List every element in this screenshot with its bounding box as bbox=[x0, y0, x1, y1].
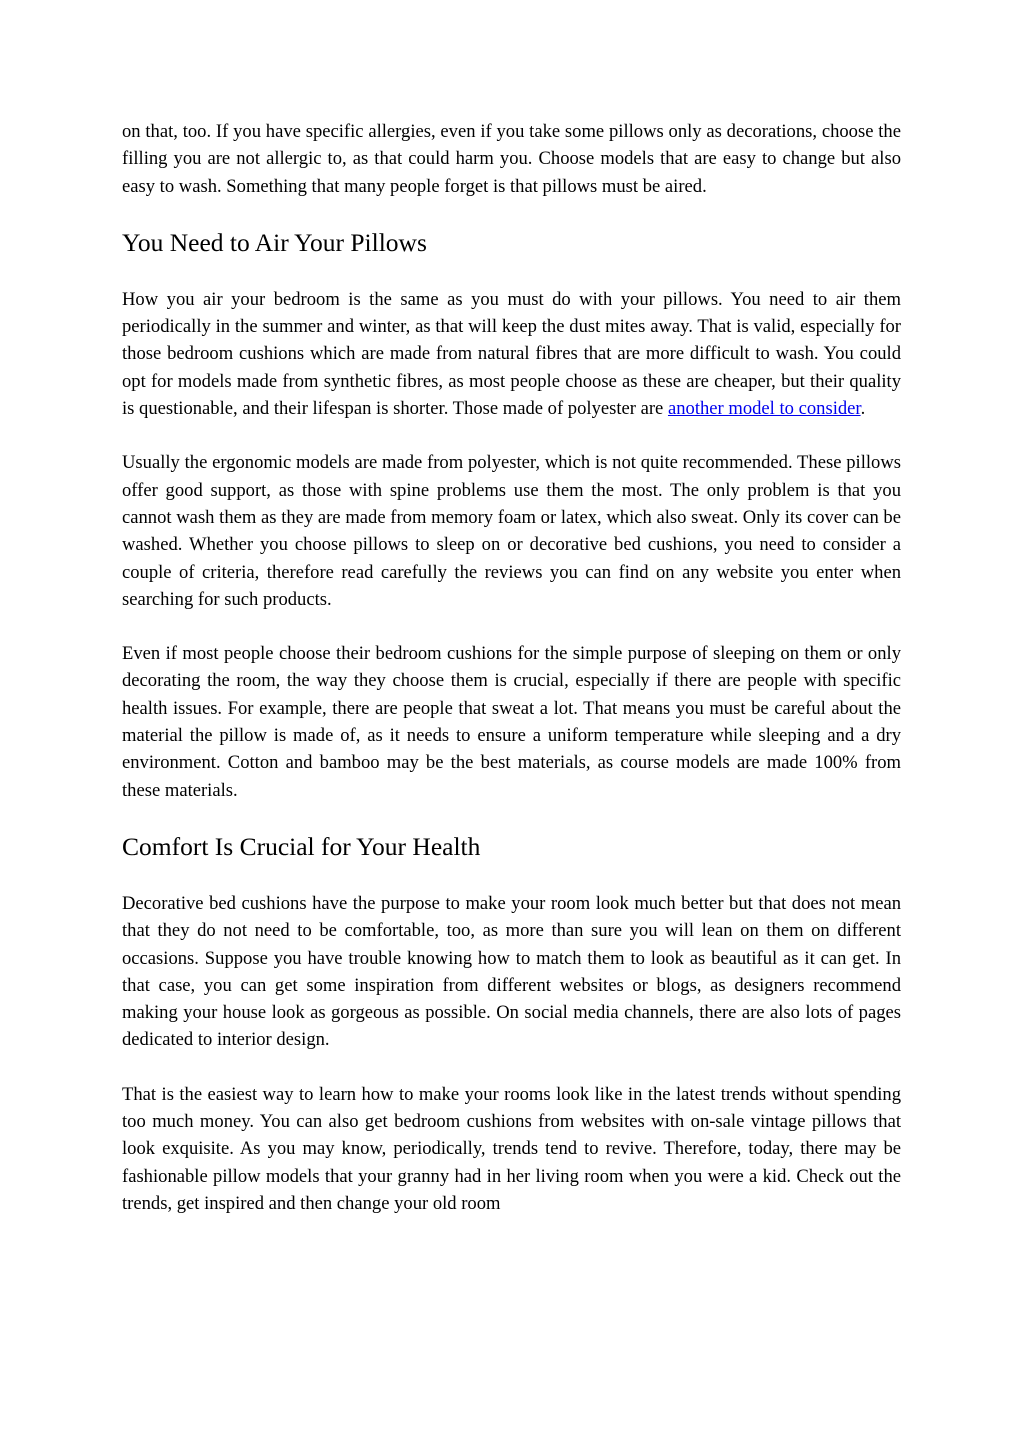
paragraph-allergies: on that, too. If you have specific allergies, even if you take some pillows only as decorations, choose the filling you are not allergic to, as that could harm you. Choose models that are easy to change but also easy to wash. Something that many people forget is that pillows must be aired. bbox=[122, 121, 901, 197]
heading-comfort-health: Comfort Is Crucial for Your Health bbox=[122, 831, 481, 861]
paragraph-air-pillows-text: How you air your bedroom is the same as you must do with your pillows. You need to air them periodically in the summer and winter, as that will keep the dust mites away. That is valid, especially for those bedroom cushions which are made from natural fibres that are more difficult to wash. You could opt for models made from synthetic fibres, as most people choose as these are cheaper, but their quality is questionable, and their lifespan is shorter. Those made of polyester are bbox=[122, 288, 901, 420]
paragraph-health-issues: Even if most people choose their bedroom cushions for the simple purpose of sleeping on them or only decorating the room, the way they choose them is crucial, especially if there are people with specific health issues. For example, there are people that sweat a lot. That means you must be careful about the material the pillow is made of, as it needs to ensure a uniform temperature while sleeping and a dry environment. Cotton and bamboo may be the best materials, as course models are made 100% from these materials. bbox=[122, 643, 901, 801]
document-page bbox=[122, 118, 901, 1244]
another-model-link[interactable]: another model to consider bbox=[667, 398, 861, 420]
paragraph-ergonomic-models: Usually the ergonomic models are made from polyester, which is not quite recommended. These pillows offer good support, as those with spine problems use them the most. The only problem is that you cannot wash them as they are made from memory foam or latex, which also sweat. Only its cover can be washed. Whether you choose pillows to sleep on or decorative bed cushions, you need to consider a couple of criteria, therefore read carefully the reviews you can find on any website you enter when searching for such products. bbox=[122, 452, 901, 610]
paragraph-decorative-cushions: Decorative bed cushions have the purpose to make your room look much better but that does not mean that they do not need to be comfortable, too, as more than sure you will lean on them on different occasions. Suppose you have trouble knowing how to match them to look as beautiful as it can get. In that case, you can get some inspiration from different websites or blogs, as designers recommend making your house look as gorgeous as possible. On social media channels, there are also lots of pages dedicated to interior design. bbox=[122, 892, 901, 1051]
paragraph-air-pillows-end: . bbox=[860, 398, 866, 420]
paragraph-air-pillows bbox=[122, 286, 901, 422]
heading-air-pillows: You Need to Air Your Pillows bbox=[122, 227, 427, 257]
paragraph-latest-trends: That is the easiest way to learn how to make your rooms look like in the latest trends without spending too much money. You can also get bedroom cushions from websites with on-sale vintage pillows that look exquisite. As you may know, periodically, trends tend to revive. Therefore, today, there may be fashionable pillow models that your granny had in her living room when you were a kid. Check out the trends, get inspired and then change your old room bbox=[122, 1083, 901, 1214]
